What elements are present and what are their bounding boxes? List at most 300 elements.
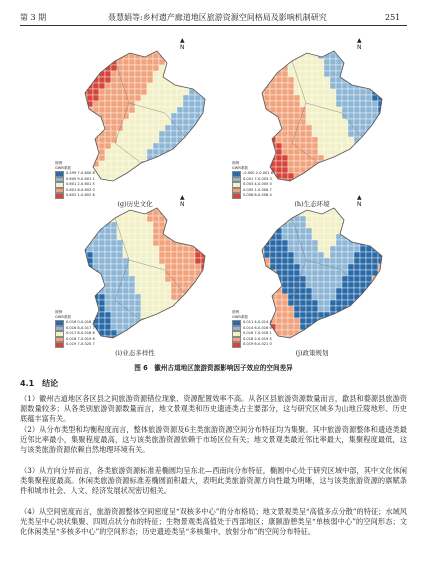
map-grid-cell [312, 167, 318, 173]
map-grid-cell [183, 119, 189, 125]
map-grid-cell [81, 125, 87, 131]
map-grid-cell [81, 222, 87, 228]
map-grid-cell [105, 276, 111, 282]
map-grid-cell [147, 204, 153, 210]
map-grid-cell [294, 276, 300, 282]
map-grid-cell [258, 234, 264, 240]
map-grid-cell [330, 173, 336, 179]
map-grid-cell [300, 300, 306, 306]
map-grid-cell [312, 306, 318, 312]
map-grid-cell [159, 288, 165, 294]
map-grid-cell [318, 149, 324, 155]
map-grid-cell [276, 83, 282, 89]
map-grid-cell [189, 264, 195, 270]
map-grid-cell [165, 119, 171, 125]
map-grid-cell [195, 228, 201, 234]
map-grid-cell [366, 53, 372, 59]
map-grid-cell [300, 294, 306, 300]
map-grid-cell [147, 179, 153, 185]
map-grid-cell [270, 240, 276, 246]
map-grid-cell [330, 330, 336, 336]
map-grid-cell [165, 161, 171, 167]
map-grid-cell [288, 125, 294, 131]
legend-label: 0.601 2-0.601 5 [66, 182, 95, 187]
panel-caption-i: (i)业态多样性 [115, 349, 155, 357]
map-grid-cell [360, 228, 366, 234]
map-grid-cell [282, 59, 288, 65]
map-grid-cell [87, 228, 93, 234]
map-grid-cell [258, 143, 264, 149]
map-grid-cell [111, 270, 117, 276]
map-grid-cell [282, 210, 288, 216]
map-grid-cell [258, 258, 264, 264]
map-grid-cell [135, 294, 141, 300]
map-grid-cell [330, 294, 336, 300]
map-grid-cell [183, 53, 189, 59]
map-grid-cell [324, 59, 330, 65]
map-grid-cell [354, 312, 360, 318]
map-grid-cell [171, 252, 177, 258]
map-grid-cell [330, 149, 336, 155]
map-grid-cell [282, 143, 288, 149]
map-grid-cell [318, 258, 324, 264]
map-grid-cell [294, 318, 300, 324]
map-grid-cell [336, 173, 342, 179]
map-grid-cell [201, 306, 207, 312]
map-grid-cell [153, 173, 159, 179]
map-grid-cell [153, 113, 159, 119]
map-grid-cell [93, 222, 99, 228]
map-grid-cell [342, 47, 348, 53]
map-grid-cell [165, 324, 171, 330]
map-grid-cell [189, 131, 195, 137]
map-grid-cell [147, 240, 153, 246]
map-grid-cell [195, 71, 201, 77]
map-grid-cell [123, 179, 129, 185]
map-grid-cell [195, 240, 201, 246]
map-grid-cell [105, 228, 111, 234]
legend-label: 0.600 9-0.601 1 [66, 176, 95, 181]
map-grid-cell [153, 318, 159, 324]
map-grid-cell [195, 95, 201, 101]
map-grid-cell [378, 125, 384, 131]
map-grid-cell [294, 264, 300, 270]
map-grid-cell [306, 113, 312, 119]
map-grid-cell [270, 83, 276, 89]
map-grid-cell [360, 95, 366, 101]
map-grid-cell [123, 234, 129, 240]
map-grid-cell [141, 222, 147, 228]
map-grid-cell [294, 161, 300, 167]
map-grid-cell [294, 246, 300, 252]
map-grid-cell [330, 113, 336, 119]
map-grid-cell [300, 276, 306, 282]
map-grid-cell [135, 107, 141, 113]
map-grid-cell [378, 300, 384, 306]
map-grid-cell [129, 77, 135, 83]
legend-label: 0.005 1-0.006 7 [243, 187, 272, 192]
map-grid-cell [306, 125, 312, 131]
map-grid-cell [354, 270, 360, 276]
map-grid-cell [324, 324, 330, 330]
map-grid-cell [201, 161, 207, 167]
map-grid-cell [360, 155, 366, 161]
map-grid-cell [384, 240, 390, 246]
map-grid-cell [282, 264, 288, 270]
map-grid-cell [282, 258, 288, 264]
map-grid-cell [165, 95, 171, 101]
map-grid-cell [366, 155, 372, 161]
map-grid-cell [195, 137, 201, 143]
map-grid-cell [117, 336, 123, 342]
map-grid-cell [384, 173, 390, 179]
map-grid-cell [117, 318, 123, 324]
map-grid-cell [123, 47, 129, 53]
map-grid-cell [153, 149, 159, 155]
map-grid-cell [99, 330, 105, 336]
map-grid-cell [141, 119, 147, 125]
map-grid-cell [129, 276, 135, 282]
map-grid-cell [207, 149, 213, 155]
map-grid-cell [147, 113, 153, 119]
map-grid-cell [207, 71, 213, 77]
map-grid-cell [378, 228, 384, 234]
map-grid-cell [360, 173, 366, 179]
map-grid-cell [336, 294, 342, 300]
map-grid-cell [336, 246, 342, 252]
map-grid-cell [312, 143, 318, 149]
map-grid-cell [306, 77, 312, 83]
map-grid-cell [354, 264, 360, 270]
map-grid-cell [306, 204, 312, 210]
map-grid-cell [183, 107, 189, 113]
map-grid-cell [135, 234, 141, 240]
map-grid-cell [195, 312, 201, 318]
map-grid-cell [312, 47, 318, 53]
map-grid-cell [288, 318, 294, 324]
map-grid-cell [372, 252, 378, 258]
map-grid-cell [111, 318, 117, 324]
map-grid-cell [312, 89, 318, 95]
map-grid-cell [264, 228, 270, 234]
map-grid-cell [372, 107, 378, 113]
map-grid-cell [294, 149, 300, 155]
map-grid-cell [111, 161, 117, 167]
map-grid-cell [300, 336, 306, 342]
map-grid-cell [378, 155, 384, 161]
map-grid-cell [258, 240, 264, 246]
map-grid-cell [354, 252, 360, 258]
map-grid-cell [306, 252, 312, 258]
map-grid-cell [342, 179, 348, 185]
map-grid-cell [348, 270, 354, 276]
map-grid-cell [300, 143, 306, 149]
map-grid-cell [123, 119, 129, 125]
map-grid-cell [300, 216, 306, 222]
map-grid-cell [330, 131, 336, 137]
map-grid-cell [300, 161, 306, 167]
map-grid-cell [147, 143, 153, 149]
map-grid-cell [87, 270, 93, 276]
map-grid-cell [294, 47, 300, 53]
map-grid-cell [147, 47, 153, 53]
map-grid-cell [384, 95, 390, 101]
map-grid-cell [129, 216, 135, 222]
legend-title: 图例 [55, 310, 63, 314]
map-grid-cell [189, 324, 195, 330]
map-grid-cell [207, 77, 213, 83]
map-grid-cell [378, 210, 384, 216]
map-grid-cell [366, 216, 372, 222]
map-grid-cell [372, 137, 378, 143]
map-grid-cell [135, 113, 141, 119]
map-grid-cell [141, 89, 147, 95]
map-grid-cell [318, 155, 324, 161]
map-grid-cell [294, 312, 300, 318]
map-grid-cell [384, 276, 390, 282]
map-grid-cell [336, 258, 342, 264]
map-grid-cell [258, 222, 264, 228]
map-grid-cell [135, 71, 141, 77]
map-grid-cell [81, 53, 87, 59]
map-grid-cell [153, 161, 159, 167]
map-grid-cell [141, 216, 147, 222]
map-grid-cell [270, 47, 276, 53]
map-grid-cell [183, 336, 189, 342]
map-grid-cell [312, 173, 318, 179]
map-grid-cell [99, 47, 105, 53]
map-grid-cell [171, 131, 177, 137]
map-grid-cell [201, 173, 207, 179]
map-grid-cell [93, 210, 99, 216]
map-grid-cell [153, 59, 159, 65]
map-grid-cell [123, 77, 129, 83]
map-grid-cell [330, 59, 336, 65]
map-grid-cell [207, 167, 213, 173]
map-grid-cell [312, 234, 318, 240]
map-grid-cell [153, 300, 159, 306]
map-grid-cell [330, 89, 336, 95]
map-grid-cell [360, 276, 366, 282]
map-grid-cell [183, 210, 189, 216]
map-grid-cell [93, 47, 99, 53]
map-grid-cell [135, 270, 141, 276]
map-grid-cell [189, 294, 195, 300]
map-grid-cell [306, 65, 312, 71]
map-grid-cell [99, 173, 105, 179]
map-grid-cell [342, 149, 348, 155]
map-grid-cell [336, 125, 342, 131]
map-grid-cell [270, 101, 276, 107]
map-grid-cell [123, 276, 129, 282]
map-grid-cell [372, 264, 378, 270]
map-grid-cell [276, 47, 282, 53]
map-grid-cell [264, 276, 270, 282]
map-grid-cell [378, 77, 384, 83]
map-grid-cell [195, 288, 201, 294]
map-grid-cell [153, 258, 159, 264]
map-grid-cell [147, 222, 153, 228]
map-grid-cell [195, 252, 201, 258]
map-grid-cell [99, 59, 105, 65]
map-grid-cell [177, 330, 183, 336]
map-grid-cell [129, 59, 135, 65]
map-grid-cell [159, 161, 165, 167]
map-grid-cell [306, 59, 312, 65]
map-grid-cell [165, 155, 171, 161]
map-grid-cell [99, 161, 105, 167]
map-grid-cell [81, 59, 87, 65]
map-grid-cell [264, 288, 270, 294]
map-grid-cell [81, 264, 87, 270]
map-grid-cell [117, 149, 123, 155]
map-grid-cell [258, 83, 264, 89]
map-grid-cell [306, 270, 312, 276]
map-grid-cell [183, 95, 189, 101]
map-grid-cell [141, 137, 147, 143]
panel-caption-j: (j)政策规划 [295, 349, 329, 357]
map-grid-cell [177, 324, 183, 330]
map-grid-cell [153, 330, 159, 336]
map-grid-cell [324, 149, 330, 155]
map-grid-cell [354, 53, 360, 59]
map-grid-cell [165, 336, 171, 342]
map-grid-cell [258, 119, 264, 125]
map-grid-cell [378, 276, 384, 282]
map-grid-cell [342, 276, 348, 282]
map-grid-cell [147, 107, 153, 113]
map-grid-cell [342, 155, 348, 161]
map-grid-cell [111, 173, 117, 179]
map-grid-cell [372, 270, 378, 276]
map-grid-cell [258, 53, 264, 59]
map-grid-cell [282, 101, 288, 107]
map-grid-cell [189, 222, 195, 228]
map-grid-cell [300, 137, 306, 143]
map-grid-cell [141, 330, 147, 336]
legend-label: 0.016 8-0.017 7 [66, 325, 95, 330]
map-grid-cell [153, 252, 159, 258]
map-grid-cell [111, 149, 117, 155]
map-grid-cell [366, 234, 372, 240]
map-grid-cell [135, 119, 141, 125]
map-grid-cell [111, 167, 117, 173]
map-grid-cell [165, 107, 171, 113]
map-grid-cell [360, 306, 366, 312]
map-grid-cell [135, 276, 141, 282]
map-grid-cell [117, 264, 123, 270]
map-grid-cell [276, 77, 282, 83]
map-grid-cell [159, 137, 165, 143]
map-grid-cell [366, 336, 372, 342]
map-grid-cell [111, 125, 117, 131]
map-grid-cell [153, 240, 159, 246]
map-grid-cell [342, 324, 348, 330]
map-grid-cell [99, 167, 105, 173]
map-grid-cell [141, 131, 147, 137]
map-grid-cell [135, 149, 141, 155]
map-grid-cell [189, 228, 195, 234]
map-grid-cell [111, 264, 117, 270]
map-grid-cell [201, 204, 207, 210]
map-grid-cell [135, 246, 141, 252]
map-grid-cell [183, 270, 189, 276]
map-grid-cell [201, 282, 207, 288]
map-grid-cell [159, 95, 165, 101]
map-grid-cell [129, 83, 135, 89]
map-grid-cell [348, 167, 354, 173]
map-grid-cell [264, 119, 270, 125]
map-grid-cell [258, 300, 264, 306]
map-grid-cell [288, 252, 294, 258]
map-grid-cell [195, 294, 201, 300]
map-grid-cell [318, 246, 324, 252]
map-grid-cell [372, 149, 378, 155]
map-grid-cell [378, 270, 384, 276]
map-grid-cell [195, 59, 201, 65]
map-grid-cell [372, 222, 378, 228]
map-grid-cell [342, 264, 348, 270]
map-grid-cell [282, 83, 288, 89]
map-grid-cell [318, 270, 324, 276]
map-grid-cell [123, 71, 129, 77]
map-grid-cell [129, 65, 135, 71]
map-grid-cell [312, 149, 318, 155]
map-grid-cell [276, 312, 282, 318]
map-grid-cell [129, 137, 135, 143]
map-grid-cell [207, 59, 213, 65]
map-grid-cell [384, 143, 390, 149]
map-grid-cell [207, 270, 213, 276]
map-grid-cell [195, 53, 201, 59]
map-grid-cell [354, 216, 360, 222]
map-grid-cell [348, 155, 354, 161]
map-grid-cell [189, 65, 195, 71]
map-grid-cell [147, 300, 153, 306]
map-grid-cell [342, 167, 348, 173]
map-grid-cell [111, 131, 117, 137]
map-grid-cell [318, 173, 324, 179]
map-grid-cell [141, 95, 147, 101]
map-grid-cell [372, 53, 378, 59]
map-grid-cell [129, 240, 135, 246]
map-grid-cell [366, 228, 372, 234]
map-grid-cell [81, 282, 87, 288]
map-grid-cell [153, 216, 159, 222]
map-grid-cell [171, 324, 177, 330]
map-grid-cell [372, 101, 378, 107]
map-grid-cell [324, 228, 330, 234]
map-grid-cell [153, 246, 159, 252]
map-grid-cell [384, 65, 390, 71]
map-grid-cell [378, 240, 384, 246]
map-grid-cell [201, 288, 207, 294]
map-grid-cell [111, 330, 117, 336]
map-grid-cell [93, 125, 99, 131]
map-grid-cell [294, 137, 300, 143]
map-grid-cell [177, 222, 183, 228]
map-grid-cell [201, 318, 207, 324]
map-grid-cell [306, 234, 312, 240]
map-grid-cell [207, 113, 213, 119]
map-grid-cell [282, 318, 288, 324]
map-grid-cell [342, 228, 348, 234]
map-grid-cell [366, 258, 372, 264]
map-grid-cell [276, 252, 282, 258]
map-grid-cell [177, 276, 183, 282]
map-grid-cell [183, 149, 189, 155]
map-grid-cell [384, 137, 390, 143]
